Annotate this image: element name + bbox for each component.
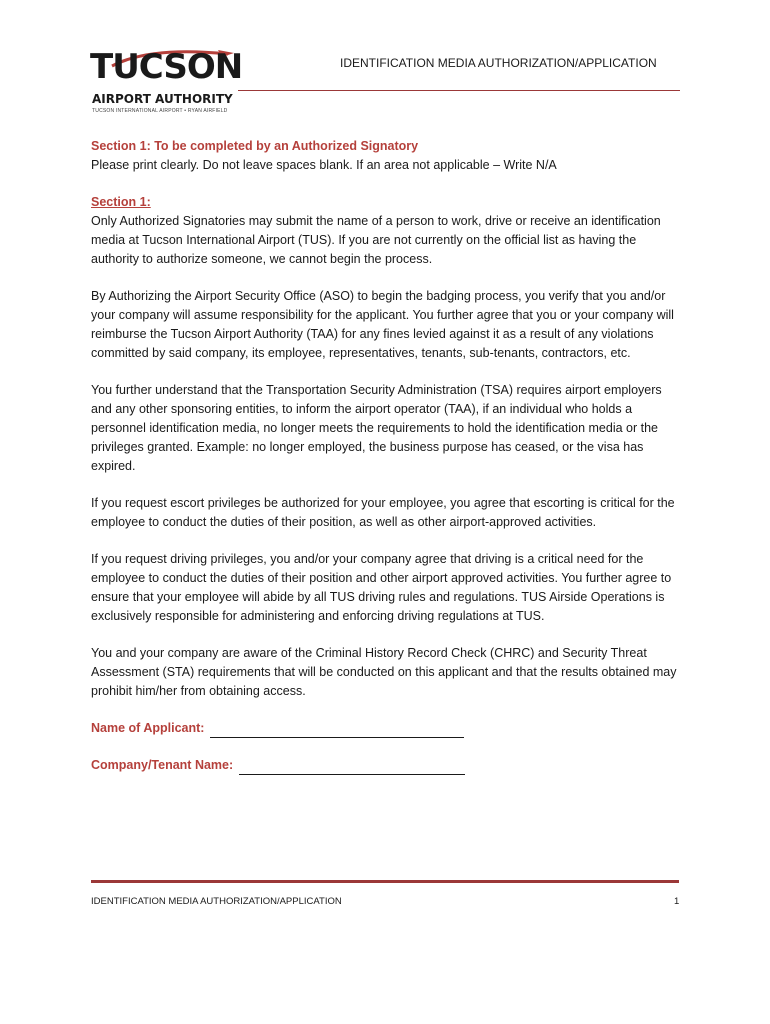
- header-title: IDENTIFICATION MEDIA AUTHORIZATION/APPLICATION: [340, 56, 657, 70]
- paragraph-escort-privileges: If you request escort privileges be authorized for your employee, you agree that escorting is critical for the employee to conduct the duties of their position, as well as other airport-approved activities.: [91, 496, 675, 529]
- company-name-input[interactable]: [239, 761, 465, 775]
- company-name-field: [91, 756, 681, 775]
- page-number: 1: [674, 896, 680, 907]
- logo-subtitle: AIRPORT AUTHORITY: [92, 92, 233, 106]
- applicant-name-field: [91, 719, 681, 738]
- tucson-airport-authority-logo: [90, 44, 243, 119]
- header-divider: [238, 90, 680, 91]
- paragraph-authorized-signatories: Only Authorized Signatories may submit the name of a person to work, drive or receive an identification media at Tucson International Airport (TUS). If you are not currently on the official list as having the authority to authorize someone, we cannot begin the process.: [91, 214, 661, 266]
- paragraph-responsibility: By Authorizing the Airport Security Office (ASO) to begin the badging process, you verify that you and/or your company will assume responsibility for the applicant. You further agree that you or your company will reimburse the Tucson Airport Authority (TAA) for any fines levied against it as a result of any violations committed by said company, its employee, representatives, tenants, sub-tenants, contractors, etc.: [91, 289, 674, 360]
- footer-title: IDENTIFICATION MEDIA AUTHORIZATION/APPLICATION: [91, 896, 342, 907]
- instructions-text: Please print clearly. Do not leave spaces blank. If an area not applicable – Write N/A: [91, 158, 557, 172]
- paragraph-driving-privileges: If you request driving privileges, you and/or your company agree that driving is a critical need for the employee to conduct the duties of their position and other airport approved activities. You further agree to ensure that your employee will abide by all TUS driving rules and regulations. TUS Airside Operations is exclusively responsible for administering and enforcing driving regulations at TUS.: [91, 552, 672, 623]
- footer-divider: [91, 880, 679, 883]
- paragraph-chrc-sta: You and your company are aware of the Criminal History Record Check (CHRC) and Security Threat Assessment (STA) requirements that will be conducted on this applicant and that the results obtained may prohibit him/her from obtaining access.: [91, 646, 677, 698]
- logo-tagline: TUCSON INTERNATIONAL AIRPORT • RYAN AIRFIELD: [92, 108, 228, 114]
- applicant-name-input[interactable]: [210, 724, 464, 738]
- section1-heading: Section 1: To be completed by an Authorized Signatory: [91, 139, 419, 153]
- paragraph-tsa-requirements: You further understand that the Transportation Security Administration (TSA) requires airport employers and any other sponsoring entities, to inform the airport operator (TAA), if an individual who holds a personnel identification media, no longer meets the requirements to hold the identification media or the privileges granted. Example: no longer employed, the business purpose has ceased, or the visa has expired.: [91, 383, 662, 473]
- document-body: [91, 137, 681, 793]
- section1-label: Section 1:: [91, 195, 151, 209]
- logo-wordmark: TUCSON: [90, 47, 243, 87]
- company-name-label: Company/Tenant Name:: [91, 758, 234, 772]
- applicant-name-label: Name of Applicant:: [91, 721, 205, 735]
